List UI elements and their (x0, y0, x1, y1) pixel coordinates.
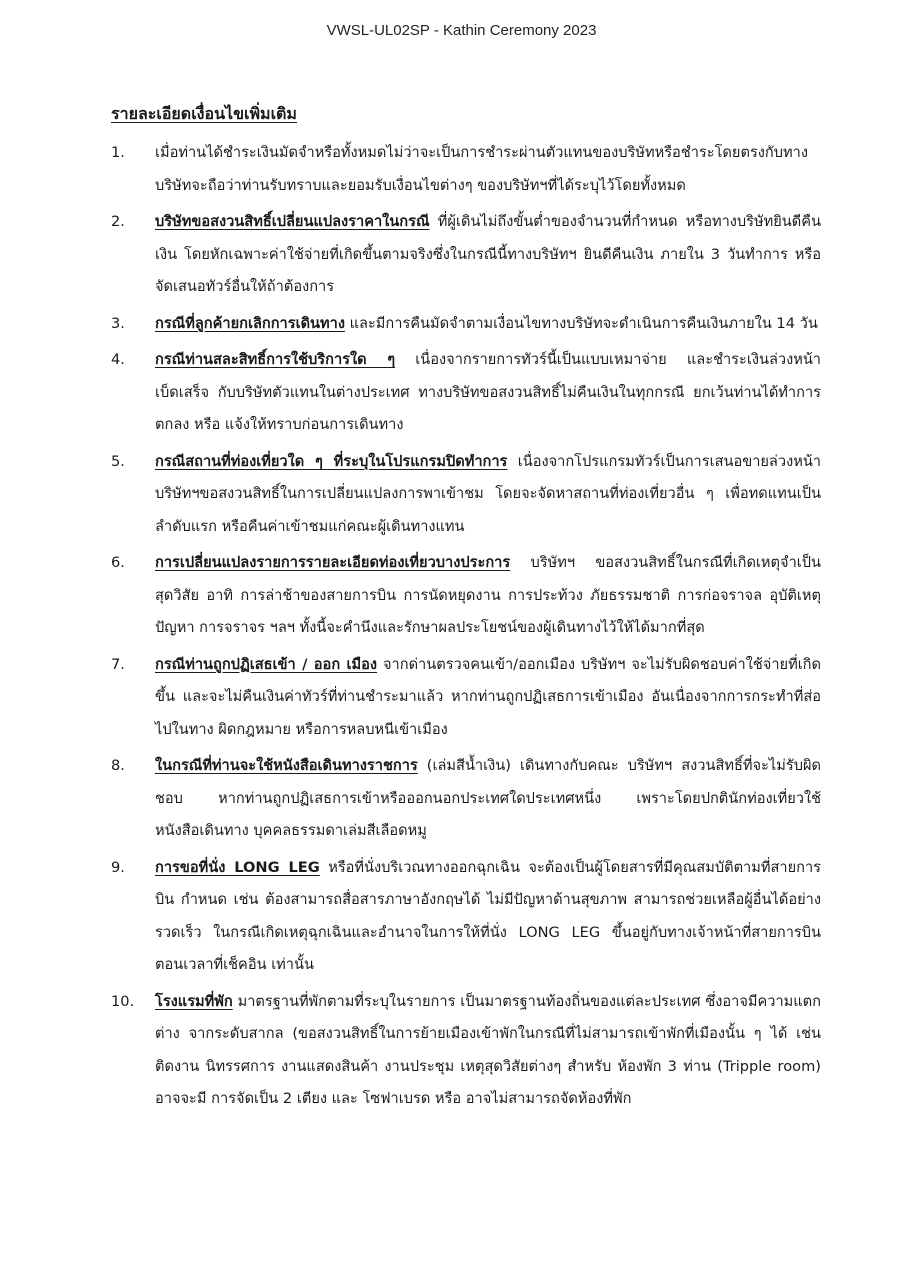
item-emphasis: กรณีท่านถูกปฏิเสธเข้า / ออก เมือง (155, 655, 378, 673)
item-number: 10. (111, 992, 135, 1010)
item-emphasis: กรณีท่านสละสิทธิ์การใช้บริการใด ๆ (155, 351, 396, 368)
item-emphasis: ในกรณีที่ท่านจะใช้หนังสือเดินทางราชการ (155, 757, 418, 774)
item-body (155, 206, 821, 304)
list-item (111, 986, 821, 1116)
item-number: 7. (111, 655, 125, 673)
item-number: 6. (111, 554, 125, 571)
list-item (111, 547, 821, 645)
item-text: (เล่มสีน้ำเงิน) เดินทางกับคณะ บริษัทฯ สงวนสิทธิ์ที่จะไม่รับผิดชอบ หากท่านถูกปฏิเสธการเข้าหรือออกนอกประเทศใดประเทศหนึ่ง เพราะโดยปกตินักท่องเที่ยวใช้หนังสือเดินทาง บุคคลธรรมดาเล่มสีเลือดหมู (155, 757, 821, 839)
item-emphasis: บริษัทขอสงวนสิทธิ์เปลี่ยนแปลงราคาในกรณี (155, 213, 430, 230)
item-emphasis: กรณีที่ลูกค้ายกเลิกการเดินทาง (155, 314, 345, 332)
item-number: 5. (111, 452, 125, 470)
item-body (155, 547, 821, 645)
item-text: ที่ผู้เดินไม่ถึงขั้นต่ำของจำนวนที่กำหนด หรือทางบริษัทยินดีคืนเงิน โดยหักเฉพาะค่าใช้จ่ายที่เกิดขึ้นตามจริงซึ่งในกรณีนี้ทางบริษัทฯ ยินดีคืนเงิน ภายใน 3 วันทำการ หรือจัดเสนอทัวร์อื่นให้ถ้าต้องการ (155, 213, 821, 295)
item-emphasis: กรณีสถานที่ท่องเที่ยวใด ๆ ที่ระบุในโปรแกรมปิดทำการ (155, 452, 508, 470)
list-item (111, 344, 821, 442)
item-emphasis: การเปลี่ยนแปลงรายการรายละเอียดท่องเที่ยวบางประการ (155, 554, 511, 571)
item-body (155, 986, 821, 1116)
list-item (111, 852, 821, 982)
item-number: 1. (111, 144, 125, 161)
list-item (111, 649, 821, 747)
item-text: เนื่องจากโปรแกรมทัวร์เป็นการเสนอขายล่วงหน้า บริษัทฯขอสงวนสิทธิ์ในการเปลี่ยนแปลงการพาเข้าชม โดยจะจัดหาสถานที่ท่องเที่ยวอื่น ๆ เพื่อทดแทนเป็นลำดับแรก หรือคืนค่าเข้าชมแก่คณะผู้เดินทางแทน (155, 452, 821, 535)
item-body (155, 446, 821, 544)
item-number: 2. (111, 213, 125, 230)
list-item (111, 137, 821, 202)
item-number: 3. (111, 314, 125, 332)
item-text: บริษัทฯ ขอสงวนสิทธิ์ในกรณีที่เกิดเหตุจำเป็นสุดวิสัย อาทิ การล่าช้าของสายการบิน การนัดหยุดงาน การประท้วง ภัยธรรมชาติ การก่อจราจล อุบัติเหตุ ปัญหา การจราจร ฯลฯ ทั้งนี้จะคำนึงและรักษาผลประโยชน์ของผู้เดินทางไว้ให้ได้มากที่สุด (155, 554, 821, 636)
page-header: VWSL-UL02SP - Kathin Ceremony 2023 (326, 22, 597, 39)
item-body (155, 649, 821, 747)
item-number: 4. (111, 351, 125, 368)
item-body (155, 852, 821, 982)
item-number: 9. (111, 858, 125, 876)
section-title: รายละเอียดเงื่อนไขเพิ่มเติม (111, 104, 297, 123)
item-text: มาตรฐานที่พักตามที่ระบุในรายการ เป็นมาตรฐานท้องถิ่นของแต่ละประเทศ ซึ่งอาจมีความแตกต่าง จากระดับสากล (ขอสงวนสิทธิ์ในการย้ายเมืองเข้าพักในกรณีที่ไม่สามารถเข้าพักที่เมืองนั้น ๆ ได้ เช่น ติดงาน นิทรรศการ งานแสดงสินค้า งานประชุม เหตุสุดวิสัยต่างๆ สำหรับ ห้องพัก 3 ท่าน (Tripple room) อาจจะมี การจัดเป็น 2 เตียง และ โซฟาเบรด หรือ อาจไม่สามารถจัดห้องที่พัก (155, 992, 821, 1107)
item-number: 8. (111, 757, 125, 774)
item-text: จากด่านตรวจคนเข้า/ออกเมือง บริษัทฯ จะไม่รับผิดชอบค่าใช้จ่ายที่เกิดขึ้น และจะไม่คืนเงินค่าทัวร์ที่ท่านชำระมาแล้ว หากท่านถูกปฏิเสธการเข้าเมือง อันเนื่องจากการกระทำที่ส่อไปในทาง ผิดกฎหมาย หรือการหลบหนีเข้าเมือง (155, 655, 821, 738)
item-emphasis: โรงแรมที่พัก (155, 992, 233, 1010)
item-body (155, 308, 821, 341)
item-text: และมีการคืนมัดจำตามเงื่อนไขทางบริษัทจะดำเนินการคืนเงินภายใน 14 วัน (344, 314, 818, 332)
item-emphasis: การขอที่นั่ง LONG LEG (155, 858, 320, 876)
conditions-list (111, 137, 821, 1120)
list-item (111, 308, 821, 341)
list-item (111, 446, 821, 544)
item-body (155, 137, 821, 202)
list-item (111, 206, 821, 304)
item-body (155, 344, 821, 442)
item-text: หรือที่นั่งบริเวณทางออกฉุกเฉิน จะต้องเป็นผู้โดยสารที่มีคุณสมบัติตามที่สายการบิน กำหนด เช่น ต้องสามารถสื่อสารภาษาอังกฤษได้ ไม่มีปัญหาด้านสุขภาพ สามารถช่วยเหลือผู้อื่นได้อย่างรวดเร็ว ในกรณีเกิดเหตุฉุกเฉินและอำนาจในการให้ที่นั่ง LONG LEG ขึ้นอยู่กับทางเจ้าหน้าที่สายการบินตอนเวลาที่เช็คอิน เท่านั้น (155, 858, 821, 973)
item-text: เมื่อท่านได้ชำระเงินมัดจำหรือทั้งหมดไม่ว่าจะเป็นการชำระผ่านตัวแทนของบริษัทหรือชำระโดยตรงกับทางบริษัทจะถือว่าท่านรับทราบและยอมรับเงื่อนไขต่างๆ ของบริษัทฯที่ได้ระบุไว้โดยทั้งหมด (155, 144, 808, 194)
item-body (155, 750, 821, 848)
list-item (111, 750, 821, 848)
item-text: เนื่องจากรายการทัวร์นี้เป็นแบบเหมาจ่าย และชำระเงินล่วงหน้าเบ็ดเสร็จ กับบริษัทตัวแทนในต่างประเทศ ทางบริษัทขอสงวนสิทธิ์ไม่คืนเงินในทุกกรณี ยกเว้นท่านได้ทำการตกลง หรือ แจ้งให้ทราบก่อนการเดินทาง (155, 351, 821, 433)
